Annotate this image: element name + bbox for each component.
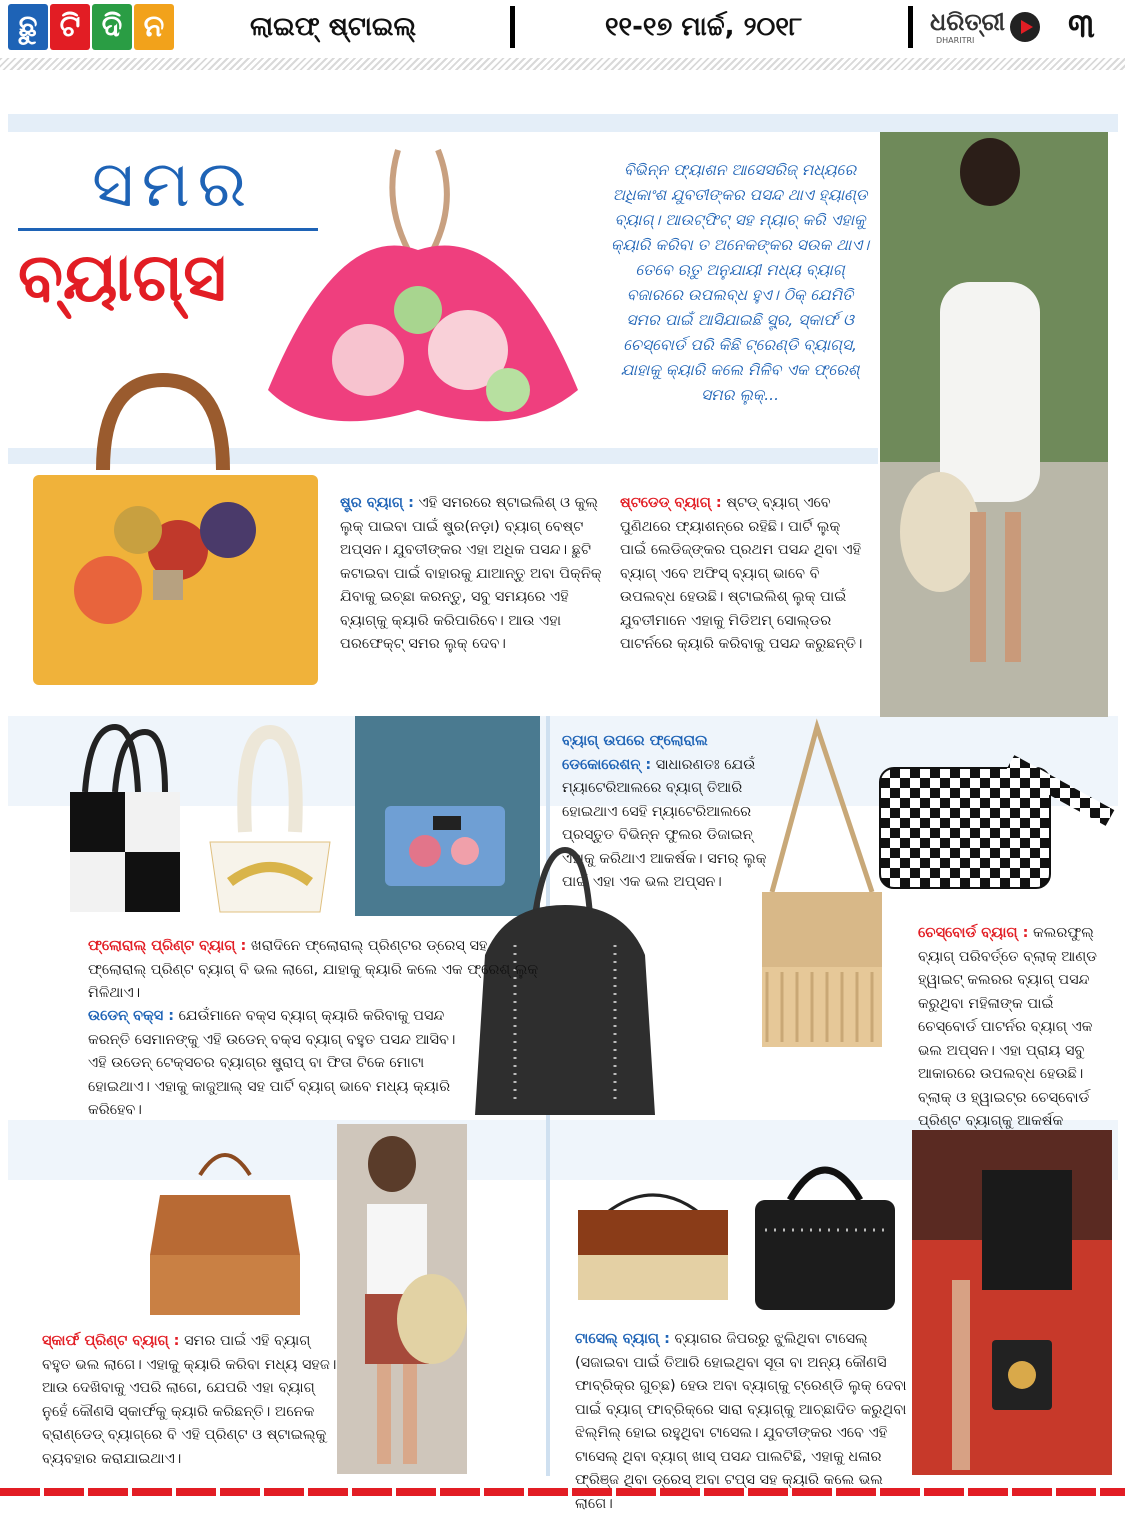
checkered-tote-photo bbox=[60, 722, 190, 917]
logo-letter: ନ bbox=[134, 4, 174, 50]
header-divider bbox=[908, 6, 913, 48]
brand-logo: ଧରିତ୍ରୀ bbox=[930, 8, 1005, 36]
article-heading: ଚେସ୍‌ବୋର୍ଡ ବ୍ୟାଗ୍ : bbox=[918, 925, 1029, 941]
article-body: ଯେଉଁମାନେ ବକ୍ସ ବ୍ୟାଗ୍ କ୍ୟାରି କରିବାକୁ ପସନ୍ଦ କରନ୍ତି ସେମାନଙ୍କୁ ଏହି ଉଡେନ୍ ବକ୍ସ ବ୍ୟାଗ୍ ବହୁତ ପସନ୍ଦ ଆସିବ। ଏହି ଉଡେନ୍ ଟେକ୍ସଚର ବ୍ୟାଗ୍‌ର ଷ୍ଟ୍ରାପ୍ ବା ଫିତା ଟିକେ ମୋଟା ହୋଇଥାଏ। ଏହାକୁ କାଜୁଆଲ୍ ସହ ପାର୍ଟି ବ୍ୟାଗ୍ ଭାବେ ମଧ୍ୟ କ୍ୟାରି କରିହେବ। bbox=[88, 1008, 456, 1118]
article-scarf-print bbox=[42, 1330, 342, 1471]
wooden-box-bag-photo bbox=[28, 370, 328, 690]
checkerboard-crossbody-photo bbox=[870, 748, 1120, 898]
article-studded bbox=[620, 492, 870, 657]
black-studded-handbag-photo bbox=[745, 1140, 905, 1325]
article-straw bbox=[340, 492, 602, 657]
footer-stripe bbox=[0, 1488, 1125, 1496]
article-heading: ଷ୍ଟ୍ର ବ୍ୟାଗ୍ : bbox=[340, 495, 414, 511]
section-logo bbox=[8, 4, 176, 50]
intro-text: ବିଭିନ୍ନ ଫ୍ୟାଶନ ଆସେସରିଜ୍ ମଧ୍ୟରେ ଅଧିକାଂଶ ଯୁବତୀଙ୍କର ପସନ୍ଦ ଥାଏ ହ୍ୟାଣ୍ଡ ବ୍ୟାଗ୍। ଆଉଟ୍‌ଫିଟ୍ ସହ ମ୍ୟାଚ୍ କରି ଏହାକୁ କ୍ୟାରି କରିବା ତ ଅନେକଙ୍କର ସଉକ ଥାଏ। ତେବେ ଋତୁ ଅନୁଯାୟୀ ମଧ୍ୟ ବ୍ୟାଗ୍ ବଜାରରେ ଉପଲବ୍ଧ ହୁଏ। ଠିକ୍ ଯେମିତି ସମର ପାଇଁ ଆସିଯାଇଛି ସ୍ଟ୍ର, ସ୍କାର୍ଫ ଓ ଚେସ୍‌ବୋର୍ଡ ପରି କିଛି ଟ୍ରେଣ୍ଡି ବ୍ୟାଗ୍ସ, ଯାହାକୁ କ୍ୟାରି କଲେ ମିଳିବ ଏକ ଫ୍ରେଶ୍ ସମର ଲୁକ୍... bbox=[610, 161, 870, 404]
logo-letter: ଦି bbox=[92, 4, 132, 50]
article-heading: ବ୍ୟାଗ୍ ଉପରେ ଫ୍ଲୋରାଲ ଡେକୋରେଶନ୍ : bbox=[562, 733, 708, 773]
article-heading: ଉଡେନ୍ ବକ୍ସ : bbox=[88, 1008, 175, 1024]
article-heading: ଷ୍ଟଡେଡ୍ ବ୍ୟାଗ୍ : bbox=[620, 495, 722, 511]
article-heading: ଫ୍ଲୋରାଲ୍ ପ୍ରିଣ୍ଟ ବ୍ୟାଗ୍ : bbox=[88, 938, 247, 954]
article-body: ବ୍ୟାଗର ଜିପରରୁ ଝୁଲିଥିବା ଟାସେଲ୍ (ସଜାଇବା ପାଇଁ ତିଆରି ହୋଇଥିବା ସୂତା ବା ଅନ୍ୟ କୌଣସି ଫାବ୍ରିକ୍‌ର ଗୁଚ୍ଛ) ହେଉ ଅବା ବ୍ୟାଗ୍‌କୁ ଟ୍ରେଣ୍ଡି ଲୁକ୍ ଦେବା ପାଇଁ ବ୍ୟାଗ୍ ଫାବ୍ରିକ୍‌ରେ ସାରା ବ୍ୟାଗ୍‌କୁ ଆଚ୍ଛାଦିତ କରୁଥିବା ଝିଲ୍‌ମିଲ୍ ହୋଇ ରହୁଥିବା ଟାସେଲ। ଯୁବତୀଙ୍କର ଏବେ ଏହି ଟାସେଲ୍ ଥିବା ବ୍ୟାଗ୍ ଖାସ୍ ପସନ୍ଦ ପାଲଟିଛି, ଏହାକୁ ଧଳାର ଫ୍ରିଞ୍ଜ ଥିବା ଡ୍ରେସ୍ ଅବା ଟପ୍ସ ସହ କ୍ୟାରି କଲେ ଭଲ ଲାଗେ। bbox=[575, 1331, 907, 1512]
headline-line1: ସମର bbox=[92, 148, 255, 222]
leather-wood-bag-photo bbox=[568, 1180, 738, 1305]
header-divider bbox=[510, 6, 515, 48]
fringe-bucket-bag-photo bbox=[140, 1135, 310, 1325]
pearl-bag-photo bbox=[200, 722, 340, 917]
logo-letter: ଛୁ bbox=[8, 4, 48, 50]
article-body: ସାଧାରଣତଃ ଯେଉଁ ମ୍ୟାଟେରିଆଲରେ ବ୍ୟାଗ୍ ତିଆରି ହୋଇଥାଏ ସେହି ମ୍ୟାଟେରିଆଲରେ ପ୍ରସ୍ତୁତ ବିଭିନ୍ନ ଫୁଲର ଡିଜାଇନ୍ ଏହାକୁ କରିଥାଏ ଆକର୍ଷକ। ସମର୍ ଲୁକ୍ ପାଇଁ ଏହା ଏକ ଭଲ ଅପ୍ସନ। bbox=[562, 756, 767, 890]
publication-date: ୧୧-୧୭ ମାର୍ଚ୍ଚ, ୨୦୧୮ bbox=[605, 12, 803, 42]
page-number: ୩ bbox=[1068, 6, 1095, 46]
headline-line2: ବ୍ୟାଗ୍ସ bbox=[18, 238, 227, 316]
article-wooden-box bbox=[88, 1005, 468, 1123]
article-heading: ସ୍କାର୍ଫ ପ୍ରିଣ୍ଟ ବ୍ୟାଗ୍ : bbox=[42, 1333, 180, 1349]
article-floral-print bbox=[88, 935, 548, 1006]
article-heading: ଟାସେଲ୍ ବ୍ୟାଗ୍ : bbox=[575, 1331, 670, 1347]
model-box-bag-photo bbox=[912, 1130, 1112, 1475]
header-stripe bbox=[0, 58, 1125, 70]
logo-letter: ଟି bbox=[50, 4, 90, 50]
section-title: ଲାଇଫ୍ ଷ୍ଟାଇଲ୍ bbox=[250, 12, 417, 42]
brand-subtitle: DHARITRI bbox=[936, 36, 975, 45]
article-body: ସମର ପାଇଁ ଏହି ବ୍ୟାଗ୍ ବହୁତ ଭଲ ଲାଗେ। ଏହାକୁ କ୍ୟାରି କରିବା ମଧ୍ୟ ସହଜ। ଆଉ ଦେଖିବାକୁ ଏପରି ଲାଗେ, ଯେପରି ଏହା ବ୍ୟାଗ୍ ନୁହେଁ କୌଣସି ସ୍କାର୍ଫକୁ କ୍ୟାରି କରିଛନ୍ତି। ଅନେକ ବ୍ରାଣ୍ଡେଡ୍ ବ୍ୟାଗ୍‌ରେ ବି ଏହି ପ୍ରିଣ୍ଟ ଓ ଷ୍ଟାଇଲ୍‌କୁ ବ୍ୟବହାର କରାଯାଇଥାଏ। bbox=[42, 1333, 337, 1467]
top-band bbox=[8, 114, 1118, 132]
article-body: ଖରାଦିନେ ଫ୍ଲୋରାଲ୍ ପ୍ରିଣ୍ଟର ଡ୍ରେସ୍ ସହ ଫ୍ଲୋରାଲ୍ ପ୍ରିଣ୍ଟ ବ୍ୟାଗ୍ ବି ଭଲ ଲାଗେ, ଯାହାକୁ କ୍ୟାରି କଲେ ଏକ ଫ୍ରେଶ୍ ଲୁକ୍ ମିଳିଥାଏ। bbox=[88, 938, 539, 1001]
article-body: କଲରଫୁଲ୍ ବ୍ୟାଗ୍ ପରିବର୍ତ୍ତେ ବ୍ଲାକ୍ ଆଣ୍ଡ ହ୍ୱାଇଟ୍ କଲରର ବ୍ୟାଗ୍ ପସନ୍ଦ କରୁଥିବା ମହିଳାଙ୍କ ପାଇଁ ଚେସ୍‌ବୋର୍ଡ ପାଟର୍ନର ବ୍ୟାଗ୍ ଏକ ଭଲ ଅପ୍ସନ। ଏହା ପ୍ରାୟ ସବୁ ଆକାରରେ ଉପଲବ୍ଧ ହେଉଛି। ବ୍ଲାକ୍ ଓ ହ୍ୱାଇଟ୍ର ଚେସ୍‌ବୋର୍ଡ ପ୍ରିଣ୍ଟ ବ୍ୟାଗ୍‌କୁ ଆକର୍ଷକ bbox=[918, 925, 1098, 1129]
article-body: ଷ୍ଟଡ୍ ବ୍ୟାଗ୍ ଏବେ ପୁଣିଥରେ ଫ୍ୟାଶନ୍‌ରେ ରହିଛି। ପାର୍ଟି ଲୁକ୍ ପାଇଁ ଲେଡିଜ୍‌ଙ୍କର ପ୍ରଥମ ପସନ୍ଦ ଥିବା ଏହି ବ୍ୟାଗ୍ ଏବେ ଅଫିସ୍ ବ୍ୟାଗ୍ ଭାବେ ବି ଉପଲବ୍ଧ ହେଉଛି। ଷ୍ଟାଇଲିଶ୍ ଲୁକ୍ ପାଇଁ ଯୁବତୀମାନେ ଏହାକୁ ମିଡିଅମ୍ ସୋଲ୍ଡର ପାଟର୍ନରେ କ୍ୟାରି କରିବାକୁ ପସନ୍ଦ କରୁଛନ୍ତି। bbox=[620, 495, 863, 652]
model-white-dress-photo bbox=[880, 132, 1108, 717]
masthead bbox=[0, 0, 1125, 58]
model-straw-bag-photo bbox=[337, 1124, 467, 1474]
article-body: ଏହି ସମରରେ ଷ୍ଟାଇଲିଶ୍ ଓ କୁଲ୍ ଲୁକ୍ ପାଇବା ପାଇଁ ଷ୍ଟ୍ର(ନଡ଼ା) ବ୍ୟାଗ୍ ବେଷ୍ଟ ଅପ୍ସନ। ଯୁବତୀଙ୍କର ଏହା ଅଧିକ ପସନ୍ଦ। ଛୁଟି କଟାଇବା ପାଇଁ ବାହାରକୁ ଯାଆନ୍ତୁ ଅବା ପିକ୍‌ନିକ୍ ଯିବାକୁ ଇଚ୍ଛା କରନ୍ତୁ, ସବୁ ସମୟରେ ଏହି ବ୍ୟାଗ୍‌କୁ କ୍ୟାରି କରିପାରିବେ। ଆଉ ଏହା ପରଫେକ୍ଟ୍ ସମର ଲୁକ୍ ଦେବ। bbox=[340, 495, 602, 652]
play-icon bbox=[1010, 12, 1040, 42]
article-chessboard bbox=[918, 922, 1113, 1157]
